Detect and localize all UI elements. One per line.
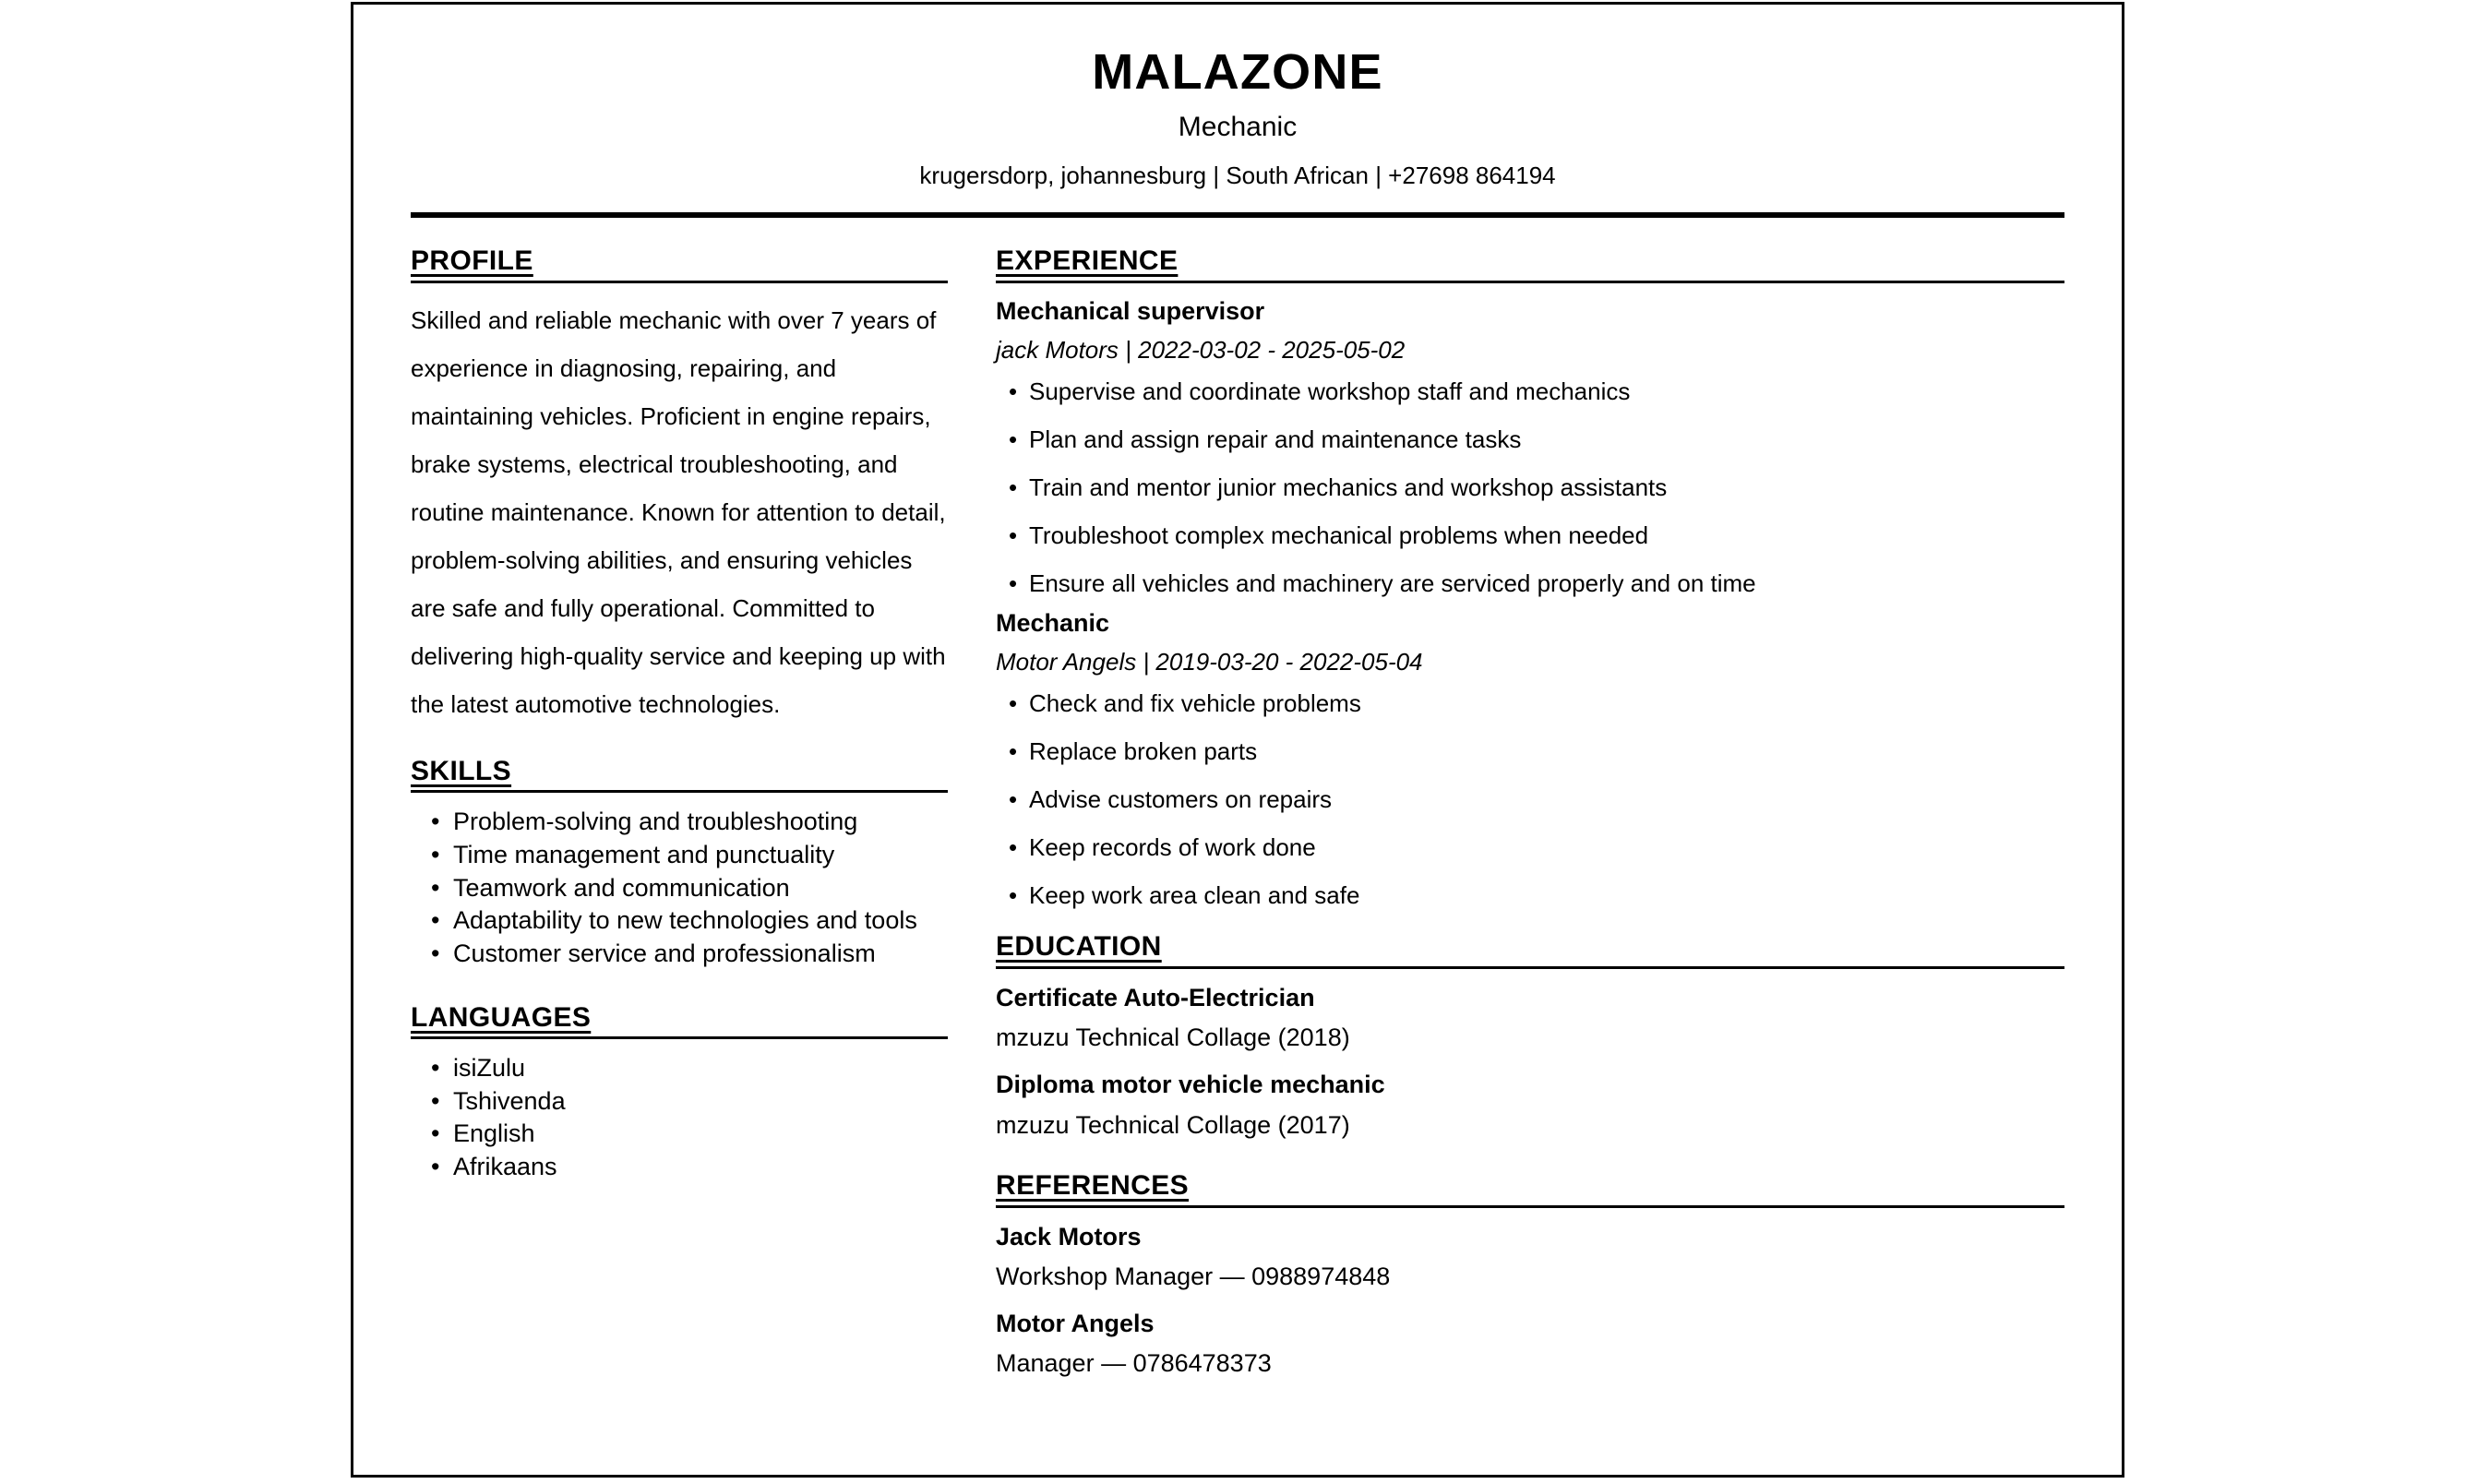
reference-entry [996,1221,2064,1293]
list-item: • Check and fix vehicle problems [1009,691,2064,715]
candidate-name: MALAZONE [1092,44,1383,100]
job-meta: Motor Angels | 2019-03-20 - 2022-05-04 [996,647,1423,676]
profile-heading: PROFILE [411,245,533,277]
list-item: • Replace broken parts [1009,739,2064,763]
education-title: Certificate Auto-Electrician [996,983,1315,1011]
job-responsibilities [996,689,2064,910]
list-item: • Advise customers on repairs [1009,787,2064,811]
resume-header [353,5,2122,190]
references-section [996,1170,2064,1380]
education-institution: mzuzu Technical Collage (2017) [996,1110,1350,1139]
profile-text: Skilled and reliable mechanic with over 7 years of experience in diagnosing, repairing, and maintaining vehicles. Proficient in engine repairs, brake systems, electrical troubleshooting, and routine maintenance. Known for attention to detail, problem-solving abilities, and ensuring vehicles are safe and fully operational. Committed to delivering high-quality service and keeping up with the latest automotive technologies. [411,305,946,718]
list-item: • Supervise and coordinate workshop staff and mechanics [1009,379,2064,403]
list-item: • isiZulu [431,1052,948,1085]
reference-company: Motor Angels [996,1309,1155,1337]
experience-entry [996,608,2064,910]
list-item: • Time management and punctuality [431,839,948,872]
list-item: • Afrikaans [431,1151,948,1184]
languages-heading: LANGUAGES [411,1001,592,1033]
list-item: • Customer service and professionalism [431,938,948,971]
experience-entry [996,296,2064,598]
references-heading: REFERENCES [996,1170,1190,1202]
resume-page [351,2,2124,1478]
list-item: • English [431,1118,948,1151]
reference-contact: Workshop Manager — 0988974848 [996,1263,1391,1291]
education-entry [996,1069,2064,1141]
reference-entry [996,1308,2064,1380]
contact-info: krugersdorp, johannesburg | South African | +27698 864194 [919,162,1556,190]
languages-section [411,1002,948,1184]
languages-rule [411,1036,948,1039]
education-heading: EDUCATION [996,931,1162,963]
list-item: • Troubleshoot complex mechanical problems when needed [1009,523,2064,547]
experience-rule [996,281,2064,283]
reference-contact: Manager — 0786478373 [996,1349,1272,1378]
candidate-job-title: Mechanic [1178,112,1298,143]
education-rule [996,966,2064,969]
list-item: • Keep records of work done [1009,835,2064,859]
list-item: • Keep work area clean and safe [1009,883,2064,907]
job-responsibilities [996,377,2064,598]
experience-section [996,245,2064,910]
languages-list [411,1052,948,1184]
list-item: • Plan and assign repair and maintenance tasks [1009,427,2064,451]
skills-heading: SKILLS [411,755,512,786]
skills-section [411,756,948,971]
experience-heading: EXPERIENCE [996,245,1179,277]
list-item: • Train and mentor junior mechanics and workshop assistants [1009,475,2064,499]
skills-rule [411,790,948,793]
list-item: • Tshivenda [431,1085,948,1119]
education-section [996,931,2064,1141]
list-item: • Problem-solving and troubleshooting [431,806,948,839]
left-column [411,245,996,1189]
education-title: Diploma motor vehicle mechanic [996,1070,1385,1098]
reference-company: Jack Motors [996,1222,1142,1251]
education-institution: mzuzu Technical Collage (2018) [996,1023,1350,1052]
job-role: Mechanic [996,609,1110,638]
references-rule [996,1205,2064,1208]
list-item: • Adaptability to new technologies and tools [431,904,948,938]
skills-list [411,806,948,970]
list-item: • Ensure all vehicles and machinery are serviced properly and on time [1009,571,2064,595]
profile-section [411,245,948,728]
job-role: Mechanical supervisor [996,296,1265,325]
list-item: • Teamwork and communication [431,872,948,905]
profile-rule [411,281,948,283]
education-entry [996,982,2064,1054]
resume-body [353,218,2122,1385]
job-meta: jack Motors | 2022-03-02 - 2025-05-02 [996,335,1406,364]
right-column [996,245,2064,1385]
